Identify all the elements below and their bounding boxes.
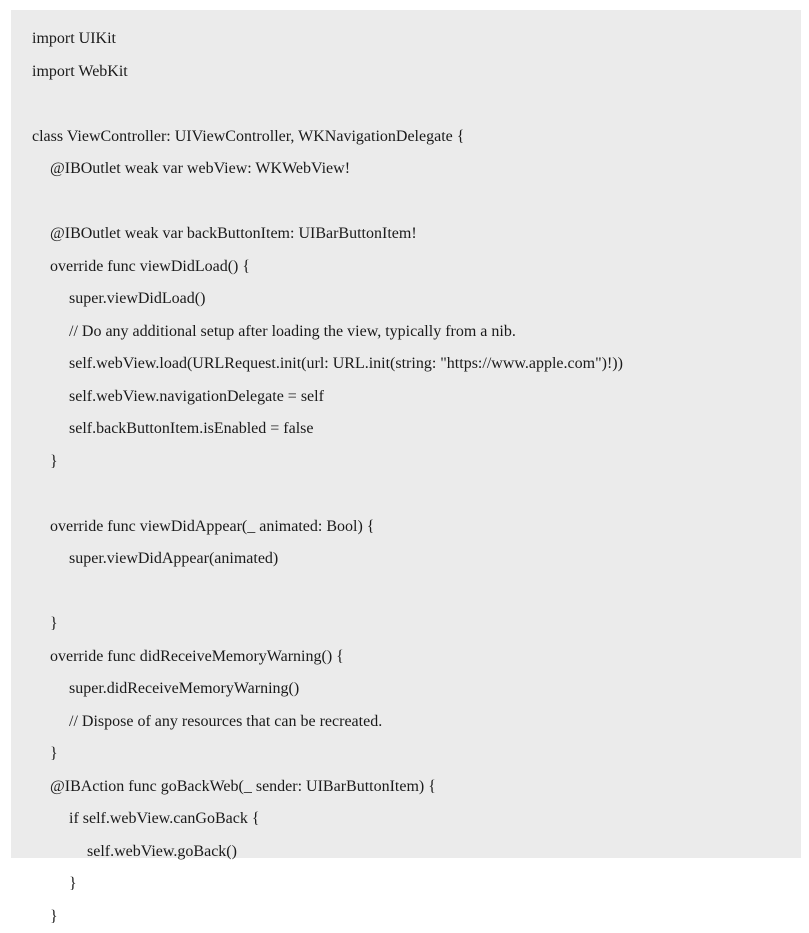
code-line: super.viewDidAppear(animated) <box>32 543 801 576</box>
code-line: } <box>32 901 801 933</box>
code-line: @IBOutlet weak var webView: WKWebView! <box>32 153 801 186</box>
code-line: class ViewController: UIViewController, WKNavigationDelegate { <box>32 121 801 154</box>
code-line: override func viewDidAppear(_ animated: Bool) { <box>32 511 801 544</box>
code-line: self.backButtonItem.isEnabled = false <box>32 413 801 446</box>
code-line <box>32 186 801 219</box>
code-line <box>32 88 801 121</box>
code-line: super.didReceiveMemoryWarning() <box>32 673 801 706</box>
code-line: override func viewDidLoad() { <box>32 251 801 284</box>
code-line: } <box>32 446 801 479</box>
code-line: override func didReceiveMemoryWarning() { <box>32 641 801 674</box>
code-line: self.webView.goBack() <box>32 836 801 869</box>
code-line: import WebKit <box>32 56 801 89</box>
code-line: } <box>32 738 801 771</box>
code-line <box>32 478 801 511</box>
code-line: self.webView.navigationDelegate = self <box>32 381 801 414</box>
code-line: @IBAction func goBackWeb(_ sender: UIBarButtonItem) { <box>32 771 801 804</box>
code-line: } <box>32 608 801 641</box>
code-line: // Do any additional setup after loading the view, typically from a nib. <box>32 316 801 349</box>
code-line: super.viewDidLoad() <box>32 283 801 316</box>
code-line <box>32 576 801 609</box>
code-line: } <box>32 868 801 901</box>
code-line: @IBOutlet weak var backButtonItem: UIBarButtonItem! <box>32 218 801 251</box>
code-line: // Dispose of any resources that can be recreated. <box>32 706 801 739</box>
code-listing <box>11 10 801 858</box>
code-line: self.webView.load(URLRequest.init(url: URL.init(string: "https://www.apple.com")!)) <box>32 348 801 381</box>
code-line: if self.webView.canGoBack { <box>32 803 801 836</box>
code-line: import UIKit <box>32 23 801 56</box>
